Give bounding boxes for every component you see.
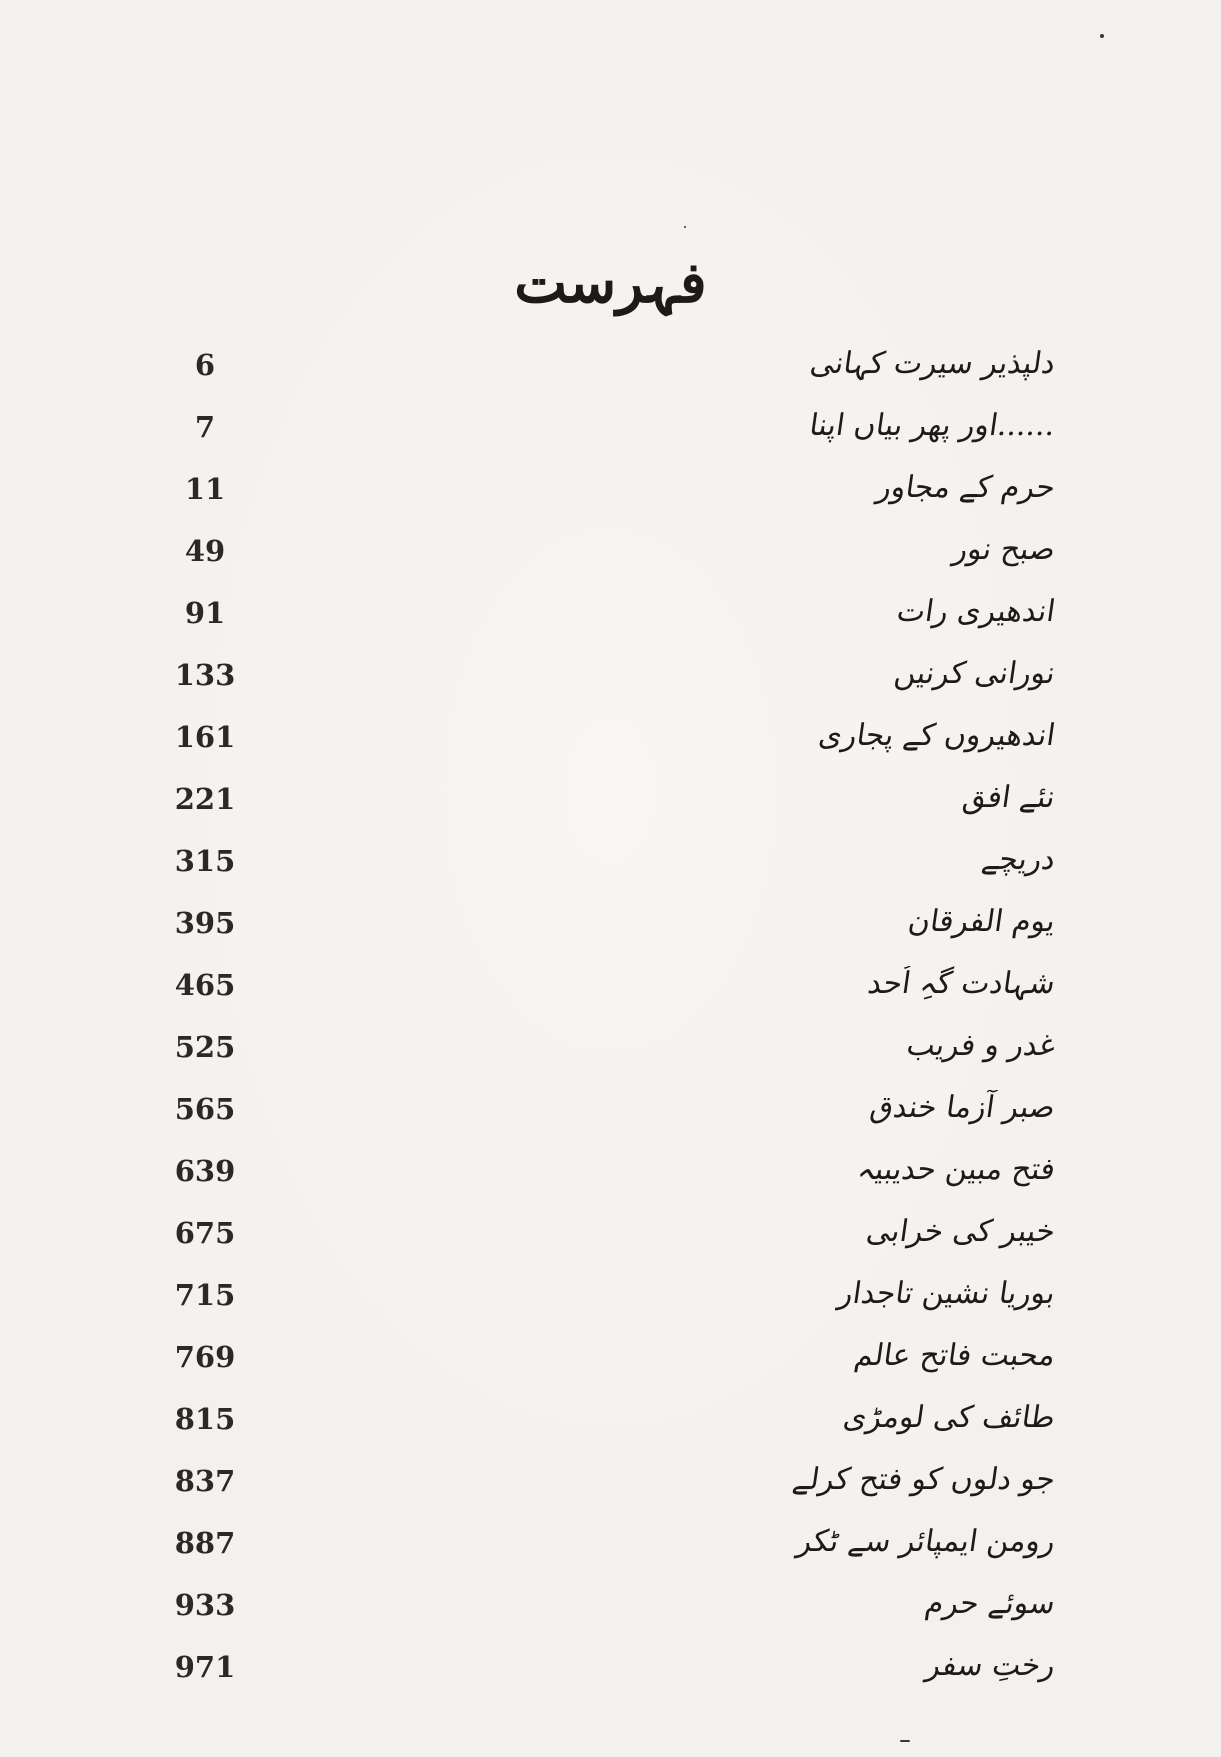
- toc-entry-title: دریچے: [979, 842, 1058, 877]
- toc-entry: [0, 1642, 1221, 1704]
- toc-entry-title: نئے افق: [960, 780, 1058, 815]
- toc-entry-page-number: 933: [174, 1588, 236, 1622]
- toc-entry-page-number: 161: [174, 720, 236, 754]
- toc-entry-title: یوم الفرقان: [905, 904, 1058, 939]
- toc-entry: [0, 712, 1221, 774]
- toc-entry: [0, 1084, 1221, 1146]
- toc-entry: [0, 1208, 1221, 1270]
- toc-entry-title: حرم کے مجاور: [874, 470, 1058, 505]
- toc-entry: [0, 1146, 1221, 1208]
- toc-entry-title: نورانی کرنیں: [891, 656, 1058, 691]
- toc-entry: [0, 1022, 1221, 1084]
- toc-entry-title: صبح نور: [950, 532, 1058, 567]
- toc-entry-title: رومن ایمپائر سے ٹکر: [794, 1524, 1058, 1559]
- toc-entry-title: شہادت گہِ اُحد: [865, 966, 1058, 1001]
- toc-entry-page-number: 133: [174, 658, 236, 692]
- toc-entry: [0, 1270, 1221, 1332]
- toc-entry-page-number: 49: [184, 534, 226, 568]
- toc-entry: [0, 1456, 1221, 1518]
- toc-entry: [0, 588, 1221, 650]
- toc-entry: [0, 960, 1221, 1022]
- toc-entry-page-number: 395: [174, 906, 236, 940]
- toc-entry: [0, 464, 1221, 526]
- toc-entry: [0, 1394, 1221, 1456]
- toc-entry-page-number: 815: [174, 1402, 236, 1436]
- table-of-contents: [0, 340, 1221, 1704]
- ink-speck: [1100, 34, 1104, 38]
- toc-entry-page-number: 525: [174, 1030, 236, 1064]
- toc-entry-title: رختِ سفر: [923, 1648, 1058, 1683]
- toc-entry-title: فتح مبین حدیبیہ: [855, 1152, 1058, 1187]
- toc-entry-title: صبر آزما خندق: [867, 1090, 1058, 1125]
- ink-speck: [900, 1740, 910, 1742]
- toc-entry: [0, 774, 1221, 836]
- toc-entry-page-number: 715: [174, 1278, 236, 1312]
- toc-entry: [0, 402, 1221, 464]
- toc-entry: [0, 340, 1221, 402]
- toc-entry: [0, 650, 1221, 712]
- toc-entry-page-number: 887: [174, 1526, 236, 1560]
- toc-entry-page-number: 6: [194, 348, 216, 382]
- toc-entry-page-number: 11: [184, 472, 226, 506]
- toc-entry-page-number: 565: [174, 1092, 236, 1126]
- toc-entry-title: طائف کی لومڑی: [841, 1400, 1058, 1435]
- toc-entry-title: ......اور پھر بیاں اپنا: [807, 408, 1058, 443]
- toc-entry: [0, 1332, 1221, 1394]
- toc-entry-page-number: 837: [174, 1464, 236, 1498]
- toc-entry: [0, 1518, 1221, 1580]
- toc-entry: [0, 898, 1221, 960]
- toc-entry-title: خیبر کی خرابی: [864, 1214, 1058, 1249]
- toc-entry-page-number: 91: [184, 596, 226, 630]
- toc-entry-page-number: 465: [174, 968, 236, 1002]
- ink-speck: [684, 226, 686, 228]
- toc-entry-title: محبت فاتح عالم: [852, 1338, 1058, 1373]
- toc-entry: [0, 1580, 1221, 1642]
- toc-entry-title: اندھیری رات: [894, 594, 1058, 629]
- toc-entry-page-number: 315: [174, 844, 236, 878]
- toc-entry-title: جو دلوں کو فتح کرلے: [790, 1462, 1058, 1497]
- toc-entry: [0, 526, 1221, 588]
- toc-entry-title: اندھیروں کے پجاری: [816, 718, 1058, 753]
- toc-entry-title: دلپذیر سیرت کہانی: [807, 346, 1058, 381]
- toc-entry-page-number: 675: [174, 1216, 236, 1250]
- toc-entry: [0, 836, 1221, 898]
- toc-entry-page-number: 769: [174, 1340, 236, 1374]
- toc-entry-title: سوئے حرم: [922, 1586, 1058, 1621]
- toc-entry-page-number: 639: [174, 1154, 236, 1188]
- toc-entry-title: غدر و فریب: [904, 1028, 1058, 1063]
- toc-entry-page-number: 7: [194, 410, 216, 444]
- toc-entry-title: بوریا نشین تاجدار: [836, 1276, 1058, 1311]
- toc-entry-page-number: 971: [174, 1650, 236, 1684]
- page-title: فہرست: [514, 250, 707, 316]
- toc-entry-page-number: 221: [174, 782, 236, 816]
